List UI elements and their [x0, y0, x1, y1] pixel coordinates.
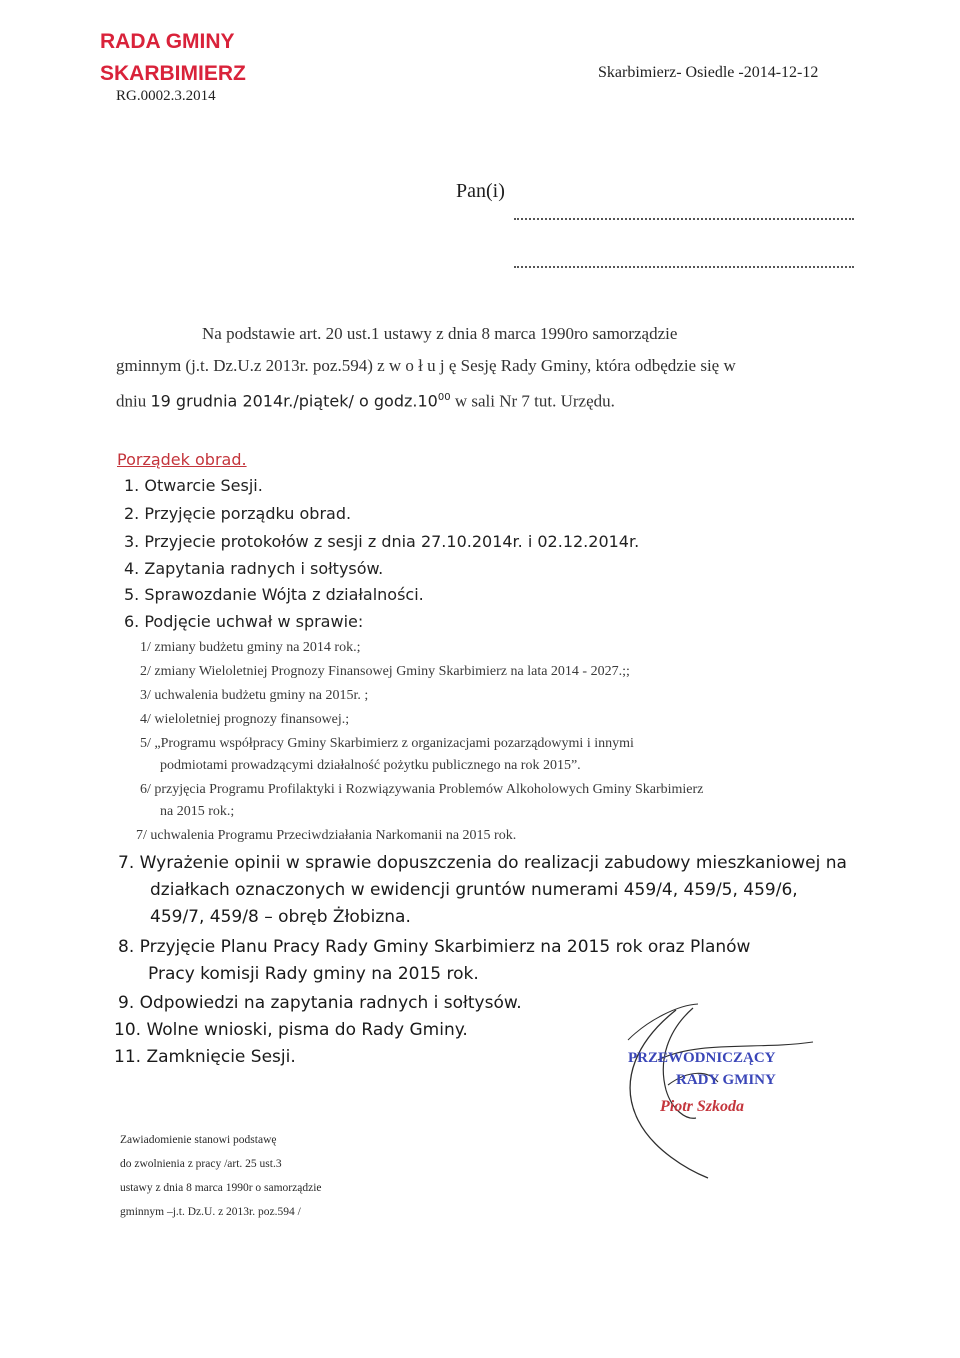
addressee-line-2: [514, 266, 854, 268]
agenda-item-7-line-2: działkach oznaczonych w ewidencji gruntów numerami 459/4, 459/5, 459/6,: [150, 880, 798, 900]
agenda-item-5: 5. Sprawozdanie Wójta z działalności.: [124, 585, 424, 604]
session-location: w sali Nr 7 tut. Urzędu.: [450, 391, 615, 411]
stamp-title-line-1: PRZEWODNICZĄCY: [628, 1050, 776, 1066]
council-name-line2: SKARBIMIERZ: [100, 62, 246, 85]
agenda-item-7-line-3: 459/7, 459/8 – obręb Żłobizna.: [150, 907, 411, 927]
stamp-title-line-2: RADY GMINY: [676, 1072, 776, 1088]
agenda-item-8-line-1: 8. Przyjęcie Planu Pracy Rady Gminy Skarbimierz na 2015 rok oraz Planów: [118, 937, 751, 957]
place-and-date: Skarbimierz- Osiedle -2014-12-12: [598, 64, 819, 81]
footnote-line-1: Zawiadomienie stanowi podstawę: [120, 1134, 277, 1146]
convocation-paragraph: [116, 318, 872, 418]
chairman-stamp: [598, 1000, 838, 1180]
intro-line-1: Na podstawie art. 20 ust.1 ustawy z dnia 8 marca 1990ro samorządzie: [202, 324, 678, 343]
resolution-5-line-1: 5/ „Programu współpracy Gminy Skarbimierz z organizacjami pozarządowymi i innymi: [140, 736, 634, 751]
resolution-3: 3/ uchwalenia budżetu gminy na 2015r. ;: [140, 688, 369, 703]
addressee-label: Pan(i): [456, 180, 505, 202]
council-name-line1: RADA GMINY: [100, 30, 235, 53]
session-time-minutes: 00: [437, 392, 451, 403]
agenda-item-11: 11. Zamknięcie Sesji.: [114, 1047, 296, 1067]
resolution-5-line-2: podmiotami prowadzącymi działalność pożytku publicznego na rok 2015”.: [160, 758, 581, 773]
resolution-2: 2/ zmiany Wieloletniej Prognozy Finansowej Gminy Skarbimierz na lata 2014 - 2027.;;: [140, 664, 630, 679]
agenda-item-3: 3. Przyjecie protokołów z sesji z dnia 27.10.2014r. i 02.12.2014r.: [124, 532, 640, 551]
footnote-line-4: gminnym –j.t. Dz.U. z 2013r. poz.594 /: [120, 1206, 301, 1218]
signature-scribble: [598, 1000, 838, 1180]
footnote-line-2: do zwolnienia z pracy /art. 25 ust.3: [120, 1158, 282, 1170]
footnote-line-3: ustawy z dnia 8 marca 1990r o samorządzie: [120, 1182, 322, 1194]
intro-line-3: [116, 382, 872, 418]
agenda-item-7-line-1: 7. Wyrażenie opinii w sprawie dopuszczenia do realizacji zabudowy mieszkaniowej na: [118, 853, 847, 873]
reference-number: RG.0002.3.2014: [116, 88, 216, 104]
session-date: 19 grudnia 2014r./piątek/ o godz.10: [150, 391, 438, 411]
agenda-item-6: 6. Podjęcie uchwał w sprawie:: [124, 612, 364, 631]
intro-line-3-pre: dniu: [116, 391, 151, 411]
resolution-1: 1/ zmiany budżetu gminy na 2014 rok.;: [140, 640, 361, 655]
resolution-6-line-1: 6/ przyjęcia Programu Profilaktyki i Rozwiązywania Problemów Alkoholowych Gminy Skarbimierz: [140, 782, 704, 797]
agenda-item-9: 9. Odpowiedzi na zapytania radnych i sołtysów.: [118, 993, 522, 1013]
agenda-item-10: 10. Wolne wnioski, pisma do Rady Gminy.: [114, 1020, 468, 1040]
stamp-signatory: Piotr Szkoda: [660, 1098, 745, 1115]
resolution-6-line-2: na 2015 rok.;: [160, 804, 235, 819]
intro-line-2: gminnym (j.t. Dz.U.z 2013r. poz.594) z w o ł u j ę Sesję Rady Gminy, która odbędzie się w: [116, 356, 736, 375]
agenda-item-8-line-2: Pracy komisji Rady gminy na 2015 rok.: [148, 964, 479, 984]
agenda-item-4: 4. Zapytania radnych i sołtysów.: [124, 559, 384, 578]
agenda-heading: Porządek obrad.: [117, 450, 247, 469]
resolution-4: 4/ wieloletniej prognozy finansowej.;: [140, 712, 350, 727]
agenda-item-2: 2. Przyjęcie porządku obrad.: [124, 504, 352, 523]
resolution-7: 7/ uchwalenia Programu Przeciwdziałania Narkomanii na 2015 rok.: [136, 828, 517, 843]
agenda-item-1: 1. Otwarcie Sesji.: [124, 476, 263, 495]
addressee-line-1: [514, 218, 854, 220]
